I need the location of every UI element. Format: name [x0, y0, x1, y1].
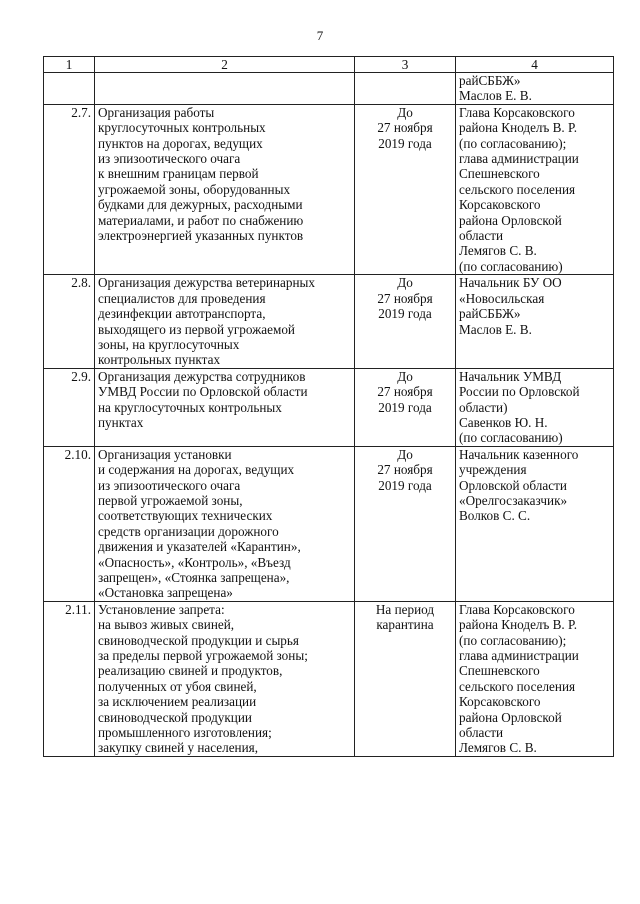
deadline-line: До: [397, 446, 413, 462]
responsible-person-line: Маслов Е. В.: [459, 88, 532, 104]
measure-description-line: промышленного изготовления;: [98, 725, 272, 741]
responsible-person-line: «Орелгосзаказчик»: [459, 492, 568, 508]
responsible-person-line: Орловской области: [459, 477, 567, 493]
responsible-person: [456, 73, 614, 105]
measure-description: [95, 73, 355, 105]
deadline-line: 2019 года: [378, 306, 432, 322]
responsible-person-line: сельского поселения: [459, 181, 576, 197]
responsible-person-line: Лемягов С. В.: [459, 243, 537, 259]
measure-description: [95, 104, 355, 274]
measure-description-line: будками для дежурных, расходными: [98, 197, 303, 213]
measure-description-line: Организация дежурства ветеринарных: [98, 275, 316, 291]
measure-description-line: и содержания на дорогах, ведущих: [98, 462, 295, 478]
responsible-person-line: района Орловской: [459, 212, 562, 228]
measure-description-line: Организация установки: [98, 446, 232, 462]
deadline-line: До: [397, 104, 413, 120]
measure-description-line: контрольных пунктах: [98, 352, 221, 368]
measure-description-line: полученных от убоя свиней,: [98, 678, 257, 694]
measure-description: [95, 275, 355, 368]
deadline-line: До: [397, 368, 413, 384]
measure-description-line: движения и указателей «Карантин»,: [98, 539, 301, 555]
responsible-person-line: Лемягов С. В.: [459, 740, 537, 756]
responsible-person-line: (по согласованию);: [459, 135, 567, 151]
measure-description-line: закупку свиней у населения,: [98, 740, 259, 756]
responsible-person-line: учреждения: [459, 462, 527, 478]
table-body: [44, 73, 614, 757]
measure-description: [95, 601, 355, 756]
deadline-line: 2019 года: [378, 135, 432, 151]
responsible-person-line: Глава Корсаковского: [459, 104, 575, 120]
responsible-person-line: Начальник БУ ОО: [459, 275, 562, 291]
measure-description-line: свиноводческой продукции и сырья: [98, 632, 299, 648]
item-number: 2.7.: [44, 104, 95, 274]
responsible-person-line: района Кноделъ В. Р.: [459, 617, 578, 633]
deadline-line: 2019 года: [378, 477, 432, 493]
deadline: [355, 368, 456, 446]
measure-description-line: из эпизоотического очага: [98, 477, 241, 493]
responsible-person-line: глава администрации: [459, 151, 579, 167]
measure-description-line: соответствующих технических: [98, 508, 273, 524]
responsible-person: [456, 368, 614, 446]
measure-description-line: «Опасность», «Контроль», «Въезд: [98, 554, 291, 570]
deadline-line: 27 ноября: [377, 290, 433, 306]
measure-description-line: дезинфекции автотранспорта,: [98, 306, 266, 322]
table-row: [44, 275, 614, 368]
deadline-line: 2019 года: [378, 399, 432, 415]
measure-description-line: пунктах: [98, 414, 144, 430]
responsible-person-line: «Новосильская: [459, 290, 545, 306]
responsible-person-line: глава администрации: [459, 648, 579, 664]
responsible-person: [456, 446, 614, 601]
measure-description-line: из эпизоотического очага: [98, 151, 241, 167]
responsible-person: [456, 104, 614, 274]
table-row: [44, 446, 614, 601]
measure-description-line: специалистов для проведения: [98, 290, 266, 306]
measure-description-line: материалами, и работ по снабжению: [98, 212, 304, 228]
measures-table: [43, 56, 614, 757]
responsible-person-line: Начальник УМВД: [459, 368, 562, 384]
deadline: [355, 446, 456, 601]
deadline-line: карантина: [376, 617, 434, 633]
responsible-person-line: Корсаковского: [459, 197, 541, 213]
item-number: 2.10.: [44, 446, 95, 601]
responsible-person-line: области): [459, 399, 508, 415]
measure-description-line: зоны, на круглосуточных: [98, 336, 240, 352]
responsible-person-line: Глава Корсаковского: [459, 601, 575, 617]
measure-description-line: за исключением реализации: [98, 694, 257, 710]
measure-description-line: реализацию свиней и продуктов,: [98, 663, 283, 679]
table-header-row: [44, 57, 614, 73]
item-number: 2.9.: [44, 368, 95, 446]
table-row: [44, 368, 614, 446]
responsible-person-line: области: [459, 228, 504, 244]
deadline: [355, 73, 456, 105]
measure-description-line: электроэнергией указанных пунктов: [98, 228, 304, 244]
column-header-2: 2: [95, 57, 355, 73]
measure-description-line: средств организации дорожного: [98, 523, 279, 539]
measure-description-line: УМВД России по Орловской области: [98, 384, 308, 400]
measure-description-line: свиноводческой продукции: [98, 709, 252, 725]
responsible-person-line: сельского поселения: [459, 678, 576, 694]
responsible-person: [456, 275, 614, 368]
table-row: [44, 601, 614, 756]
responsible-person-line: Маслов Е. В.: [459, 321, 532, 337]
table-row: [44, 73, 614, 105]
measure-description-line: Установление запрета:: [98, 601, 225, 617]
responsible-person-line: Савенков Ю. Н.: [459, 414, 548, 430]
measure-description: [95, 368, 355, 446]
table-row: [44, 104, 614, 274]
responsible-person: [456, 601, 614, 756]
measure-description-line: выходящего из первой угрожаемой: [98, 321, 295, 337]
measure-description-line: за пределы первой угрожаемой зоны;: [98, 648, 308, 664]
responsible-person-line: райСББЖ»: [459, 73, 521, 88]
deadline: [355, 275, 456, 368]
responsible-person-line: райСББЖ»: [459, 306, 521, 322]
measure-description: [95, 446, 355, 601]
deadline-line: 27 ноября: [377, 120, 433, 136]
deadline-line: 27 ноября: [377, 384, 433, 400]
responsible-person-line: (по согласованию);: [459, 632, 567, 648]
column-header-3: 3: [355, 57, 456, 73]
responsible-person-line: района Орловской: [459, 709, 562, 725]
deadline-line: До: [397, 275, 413, 291]
measure-description-line: Организация работы: [98, 104, 215, 120]
measure-description-line: пунктов на дорогах, ведущих: [98, 135, 263, 151]
measure-description-line: на круглосуточных контрольных: [98, 399, 282, 415]
measure-description-line: угрожаемой зоны, оборудованных: [98, 181, 291, 197]
responsible-person-line: Начальник казенного: [459, 446, 579, 462]
measure-description-line: Организация дежурства сотрудников: [98, 368, 306, 384]
measure-description-line: запрещен», «Стоянка запрещена»,: [98, 570, 290, 585]
deadline: [355, 104, 456, 274]
responsible-person-line: Волков С. С.: [459, 508, 531, 524]
measure-description-line: «Остановка запрещена»: [98, 585, 233, 601]
responsible-person-line: России по Орловской: [459, 384, 580, 400]
deadline-line: На период: [375, 601, 435, 617]
column-header-1: 1: [44, 57, 95, 73]
deadline-line: 27 ноября: [377, 462, 433, 478]
responsible-person-line: Корсаковского: [459, 694, 541, 710]
item-number: [44, 73, 95, 105]
column-header-4: 4: [456, 57, 614, 73]
measure-description-line: первой угрожаемой зоны,: [98, 492, 243, 508]
page-number: 7: [316, 28, 324, 43]
responsible-person-line: района Кноделъ В. Р.: [459, 120, 578, 136]
measure-description-line: к внешним границам первой: [98, 166, 259, 182]
responsible-person-line: (по согласованию): [459, 430, 563, 446]
item-number: 2.8.: [44, 275, 95, 368]
responsible-person-line: Спешневского: [459, 166, 540, 182]
deadline: [355, 601, 456, 756]
responsible-person-line: области: [459, 725, 504, 741]
measure-description-line: на вывоз живых свиней,: [98, 617, 235, 633]
item-number: 2.11.: [44, 601, 95, 756]
responsible-person-line: Спешневского: [459, 663, 540, 679]
measure-description-line: круглосуточных контрольных: [98, 120, 266, 136]
responsible-person-line: (по согласованию): [459, 258, 563, 274]
